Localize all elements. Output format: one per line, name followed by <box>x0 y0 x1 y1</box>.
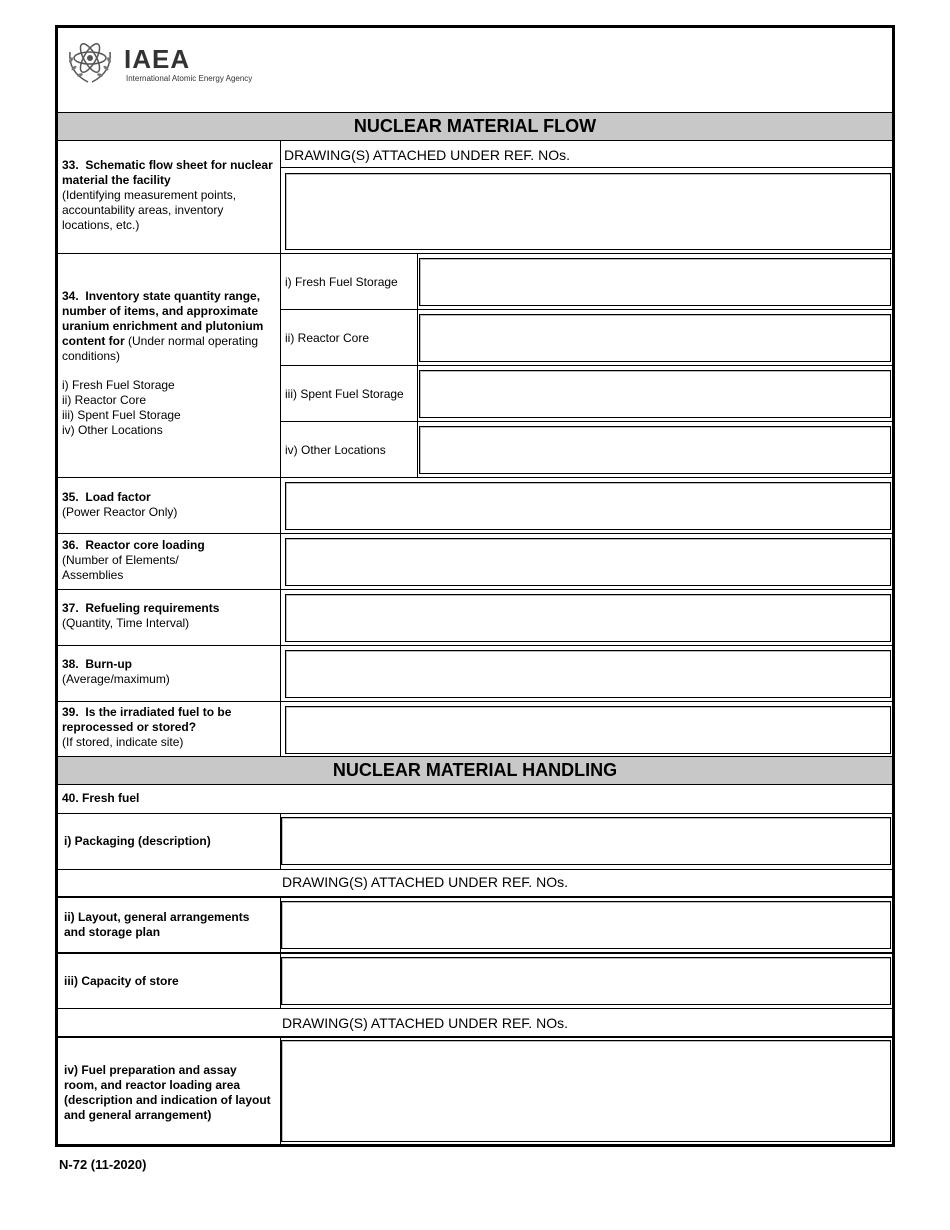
q39-title: reprocessed or stored? <box>62 720 197 734</box>
q39-note: (If stored, indicate site) <box>62 735 184 749</box>
q34-field-spent[interactable] <box>419 370 891 418</box>
divider <box>58 533 892 534</box>
divider <box>280 421 892 422</box>
section-title-handling: NUCLEAR MATERIAL HANDLING <box>58 756 892 785</box>
q35-field[interactable] <box>285 482 891 530</box>
divider <box>280 309 892 310</box>
q37-note: (Quantity, Time Interval) <box>62 616 190 630</box>
divider <box>280 365 892 366</box>
q34-number: 34. <box>62 289 79 303</box>
q33-note: (Identifying measurement points, accountability areas, inventory locations, etc.) <box>62 188 237 232</box>
q37-title: Refueling requirements <box>85 601 220 615</box>
q34-list-item: ii) Reactor Core <box>62 393 147 407</box>
q38-note: (Average/maximum) <box>62 672 170 686</box>
q35-title: Load factor <box>85 490 151 504</box>
divider <box>280 167 892 168</box>
q38-title: Burn-up <box>85 657 133 671</box>
divider <box>58 477 892 478</box>
form-code: N-72 (11-2020) <box>59 1157 147 1172</box>
divider <box>58 813 892 814</box>
q37-field[interactable] <box>285 594 891 642</box>
q37-number: 37. <box>62 601 79 615</box>
q39-field[interactable] <box>285 706 891 754</box>
q34-field-other[interactable] <box>419 426 891 474</box>
divider <box>58 1036 892 1038</box>
q40-ii-field[interactable] <box>281 901 891 949</box>
q37-label <box>62 601 276 631</box>
logo-agency-name: International Atomic Energy Agency <box>126 74 253 83</box>
q40-iv-field[interactable] <box>281 1040 891 1142</box>
column-divider <box>280 141 281 757</box>
divider <box>58 253 892 254</box>
iaea-logo <box>62 32 292 92</box>
q34-list-item: iii) Spent Fuel Storage <box>62 408 181 422</box>
q39-title: Is the irradiated fuel to be <box>85 705 232 719</box>
q33-drawings-field[interactable] <box>285 173 891 250</box>
divider <box>58 896 892 898</box>
q40-ii-label: ii) Layout, general arrangements and storage plan <box>64 910 250 939</box>
q33-drawings-label: DRAWING(S) ATTACHED UNDER REF. NOs. <box>284 147 570 163</box>
q33-number: 33. <box>62 158 79 172</box>
divider <box>58 952 892 954</box>
q36-label <box>62 538 276 583</box>
q40-iii-label: iii) Capacity of store <box>64 974 179 988</box>
divider <box>58 869 892 870</box>
divider <box>58 1008 892 1009</box>
q40-i-label: i) Packaging (description) <box>64 834 211 848</box>
q34-list-item: iv) Other Locations <box>62 423 163 437</box>
q35-number: 35. <box>62 490 79 504</box>
q40-iii-field[interactable] <box>281 957 891 1005</box>
section-title-flow: NUCLEAR MATERIAL FLOW <box>58 112 892 141</box>
q34-list-item: i) Fresh Fuel Storage <box>62 378 175 392</box>
q39-number: 39. <box>62 705 79 719</box>
q34-title: Inventory state quantity range, number of items, and approximate uranium enrichment and plutonium content for <box>62 289 264 348</box>
q33-title: Schematic flow sheet for nuclear material the facility <box>62 158 273 187</box>
q35-label <box>62 490 276 520</box>
q34-row-label-spent: iii) Spent Fuel Storage <box>285 387 404 401</box>
q38-label <box>62 657 276 687</box>
q40-drawings-label: DRAWING(S) ATTACHED UNDER REF. NOs. <box>282 874 568 890</box>
q38-number: 38. <box>62 657 79 671</box>
form-frame <box>55 25 895 1147</box>
q36-note: (Number of Elements/ <box>62 553 179 567</box>
q34-note: (Under normal operating conditions) <box>62 334 259 363</box>
q40-title: 40. Fresh fuel <box>62 791 140 805</box>
q36-note: Assemblies <box>62 568 124 582</box>
divider <box>58 701 892 702</box>
q34-field-core[interactable] <box>419 314 891 362</box>
q34-row-label-fresh: i) Fresh Fuel Storage <box>285 275 398 289</box>
q34-field-fresh[interactable] <box>419 258 891 306</box>
q40-drawings-label: DRAWING(S) ATTACHED UNDER REF. NOs. <box>282 1015 568 1031</box>
q38-field[interactable] <box>285 650 891 698</box>
divider <box>58 645 892 646</box>
atom-olive-wreath-icon <box>62 34 118 90</box>
q39-label <box>62 705 276 750</box>
q34-label <box>62 289 278 364</box>
q36-title: Reactor core loading <box>85 538 205 552</box>
q35-note: (Power Reactor Only) <box>62 505 178 519</box>
q34-row-label-core: ii) Reactor Core <box>285 331 370 345</box>
divider <box>58 589 892 590</box>
q33-label <box>62 158 276 233</box>
q36-number: 36. <box>62 538 79 552</box>
q34-row-label-other: iv) Other Locations <box>285 443 386 457</box>
q40-i-field[interactable] <box>281 817 891 865</box>
q40-iv-label: iv) Fuel preparation and assay room, and reactor loading area (description and indication of layout and general arrangement) <box>64 1063 271 1122</box>
q34-list <box>62 378 278 438</box>
q36-field[interactable] <box>285 538 891 586</box>
logo-acronym: IAEA <box>124 44 191 74</box>
